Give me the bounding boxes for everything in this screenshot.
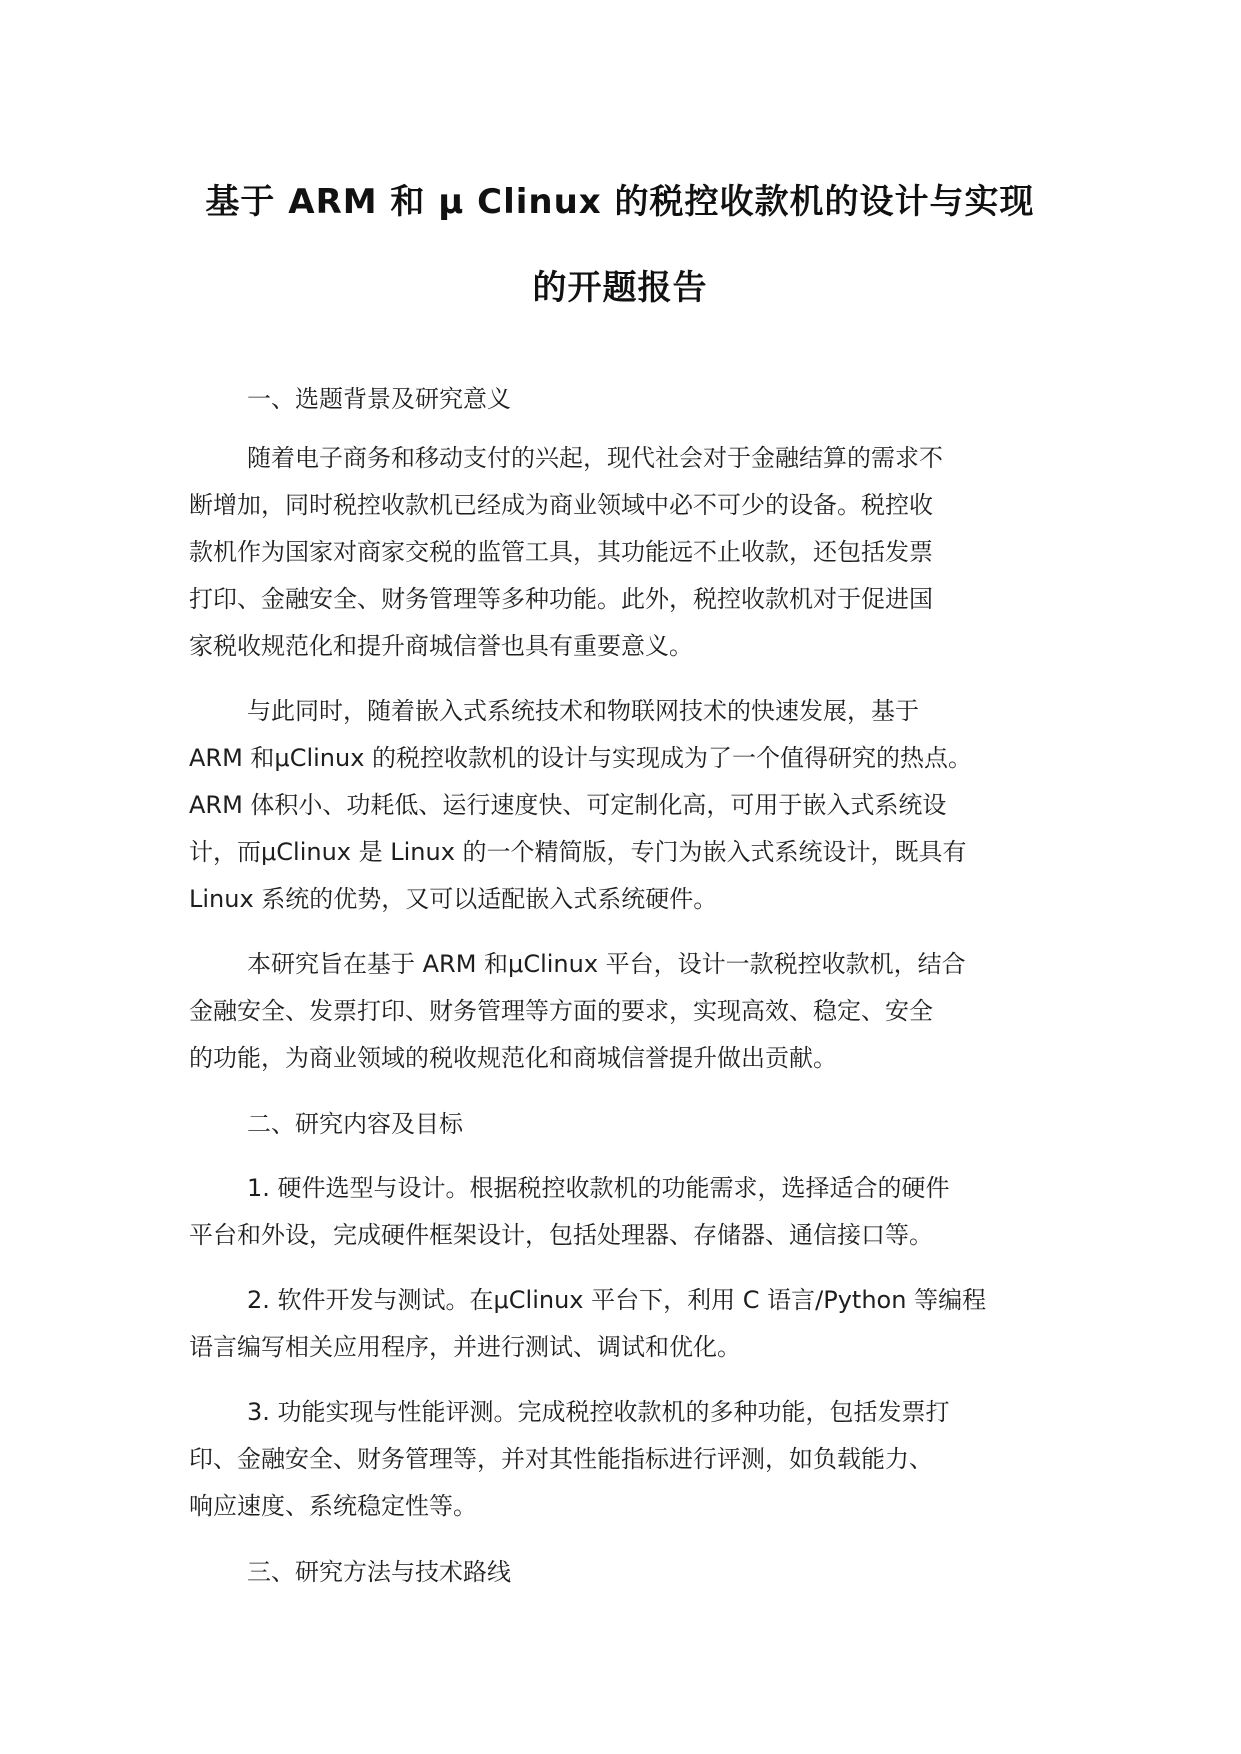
paragraph-line: 印、金融安全、财务管理等，并对其性能指标进行评测，如负载能力、 [189, 1445, 933, 1473]
section-heading-1: 一、选题背景及研究意义 [247, 385, 511, 413]
paragraph-line: 与此同时，随着嵌入式系统技术和物联网技术的快速发展，基于 [247, 697, 919, 725]
paragraph-line: 1. 硬件选型与设计。根据税控收款机的功能需求，选择适合的硬件 [247, 1174, 950, 1202]
title-line-1: 基于 ARM 和 μ Clinux 的税控收款机的设计与实现 [205, 182, 1035, 222]
paragraph-line: Linux 系统的优势，又可以适配嵌入式系统硬件。 [189, 885, 718, 913]
paragraph-line: 响应速度、系统稳定性等。 [189, 1492, 477, 1520]
paragraph-line: 金融安全、发票打印、财务管理等方面的要求，实现高效、稳定、安全 [189, 997, 933, 1025]
paragraph-line: 家税收规范化和提升商城信誉也具有重要意义。 [189, 632, 693, 660]
paragraph-line: 本研究旨在基于 ARM 和μClinux 平台，设计一款税控收款机，结合 [247, 950, 966, 978]
paragraph-line: 平台和外设，完成硬件框架设计，包括处理器、存储器、通信接口等。 [189, 1221, 933, 1249]
paragraph-line: 打印、金融安全、财务管理等多种功能。此外，税控收款机对于促进国 [189, 585, 933, 613]
paragraph-line: ARM 和μClinux 的税控收款机的设计与实现成为了一个值得研究的热点。 [189, 744, 973, 772]
paragraph-line: 3. 功能实现与性能评测。完成税控收款机的多种功能，包括发票打 [247, 1398, 950, 1426]
paragraph-line: ARM 体积小、功耗低、运行速度快、可定制化高，可用于嵌入式系统设 [189, 791, 947, 819]
title-line-2: 的开题报告 [532, 268, 708, 308]
paragraph-line: 断增加，同时税控收款机已经成为商业领域中必不可少的设备。税控收 [189, 491, 933, 519]
paragraph-line: 计，而μClinux 是 Linux 的一个精简版，专门为嵌入式系统设计，既具有 [189, 838, 967, 866]
paragraph-line: 2. 软件开发与测试。在μClinux 平台下，利用 C 语言/Python 等编程 [247, 1286, 987, 1314]
paragraph-line: 语言编写相关应用程序，并进行测试、调试和优化。 [189, 1333, 741, 1361]
paragraph-line: 款机作为国家对商家交税的监管工具，其功能远不止收款，还包括发票 [189, 538, 933, 566]
section-heading-2: 二、研究内容及目标 [247, 1110, 463, 1138]
paragraph-line: 的功能，为商业领域的税收规范化和商城信誉提升做出贡献。 [189, 1044, 837, 1072]
paragraph-line: 随着电子商务和移动支付的兴起，现代社会对于金融结算的需求不 [247, 444, 943, 472]
section-heading-3: 三、研究方法与技术路线 [247, 1558, 511, 1586]
